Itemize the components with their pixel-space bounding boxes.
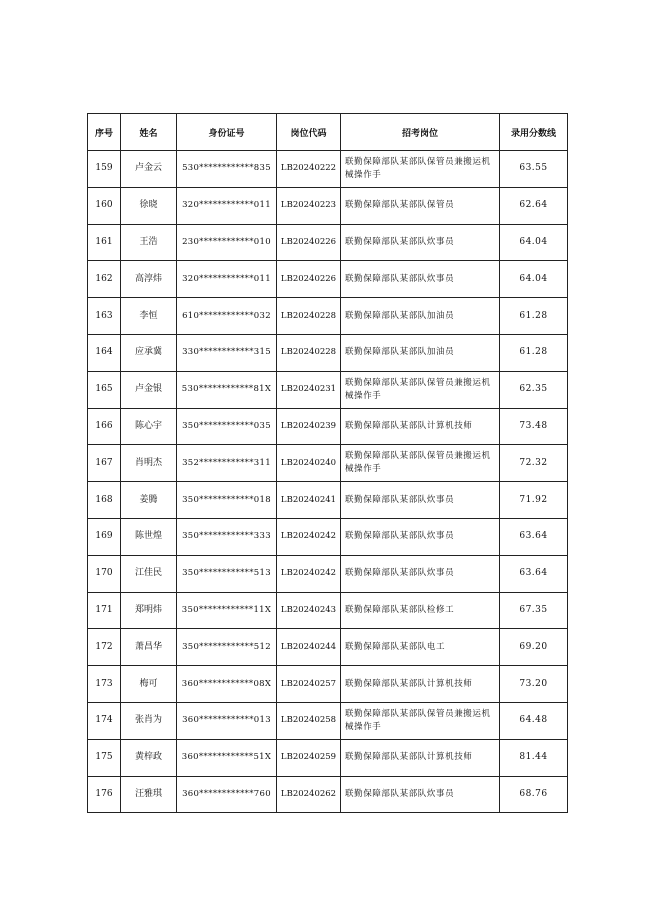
cell-seq: 159 xyxy=(88,151,121,188)
cell-seq: 162 xyxy=(88,261,121,298)
cell-score: 62.64 xyxy=(500,187,568,224)
cell-position-code: LB20240231 xyxy=(277,371,341,408)
cell-position: 联勤保障部队某部队计算机技师 xyxy=(341,408,500,445)
cell-position-code: LB20240257 xyxy=(277,666,341,703)
cell-seq: 166 xyxy=(88,408,121,445)
table-body xyxy=(88,151,568,813)
cell-seq: 164 xyxy=(88,334,121,371)
admission-score-table xyxy=(87,113,568,813)
cell-seq: 171 xyxy=(88,592,121,629)
cell-position-code: LB20240222 xyxy=(277,151,341,188)
cell-score: 63.64 xyxy=(500,555,568,592)
cell-seq: 163 xyxy=(88,298,121,335)
cell-position: 联勤保障部队某部队加油员 xyxy=(341,298,500,335)
cell-position-code: LB20240242 xyxy=(277,555,341,592)
cell-position-code: LB20240242 xyxy=(277,518,341,555)
cell-id-number: 330************315 xyxy=(177,334,277,371)
cell-id-number: 320************011 xyxy=(177,187,277,224)
cell-position-code: LB20240262 xyxy=(277,776,341,813)
cell-position-code: LB20240239 xyxy=(277,408,341,445)
cell-name: 郑明炜 xyxy=(121,592,177,629)
table-row xyxy=(88,592,568,629)
cell-score: 64.04 xyxy=(500,224,568,261)
table-row xyxy=(88,482,568,519)
table-row xyxy=(88,629,568,666)
cell-name: 汪雅琪 xyxy=(121,776,177,813)
cell-name: 陈世煌 xyxy=(121,518,177,555)
cell-name: 陈心宇 xyxy=(121,408,177,445)
cell-score: 68.76 xyxy=(500,776,568,813)
table-row xyxy=(88,371,568,408)
cell-score: 61.28 xyxy=(500,298,568,335)
cell-name: 黄梓政 xyxy=(121,739,177,776)
cell-id-number: 360************51X xyxy=(177,739,277,776)
cell-position-code: LB20240244 xyxy=(277,629,341,666)
table-row xyxy=(88,224,568,261)
cell-position-code: LB20240226 xyxy=(277,261,341,298)
cell-position: 联勤保障部队某部队炊事员 xyxy=(341,776,500,813)
cell-position: 联勤保障部队某部队保管员兼搬运机械操作手 xyxy=(341,702,500,739)
cell-name: 李恒 xyxy=(121,298,177,335)
cell-score: 71.92 xyxy=(500,482,568,519)
cell-position-code: LB20240243 xyxy=(277,592,341,629)
cell-seq: 168 xyxy=(88,482,121,519)
cell-id-number: 360************08X xyxy=(177,666,277,703)
cell-position: 联勤保障部队某部队保管员兼搬运机械操作手 xyxy=(341,445,500,482)
table-row xyxy=(88,776,568,813)
cell-position-code: LB20240241 xyxy=(277,482,341,519)
cell-id-number: 320************011 xyxy=(177,261,277,298)
cell-score: 62.35 xyxy=(500,371,568,408)
cell-id-number: 230************010 xyxy=(177,224,277,261)
cell-position: 联勤保障部队某部队保管员兼搬运机械操作手 xyxy=(341,151,500,188)
cell-seq: 176 xyxy=(88,776,121,813)
cell-score: 64.04 xyxy=(500,261,568,298)
cell-position: 联勤保障部队某部队计算机技师 xyxy=(341,666,500,703)
cell-position-code: LB20240259 xyxy=(277,739,341,776)
cell-name: 肖明杰 xyxy=(121,445,177,482)
cell-name: 梅可 xyxy=(121,666,177,703)
cell-seq: 173 xyxy=(88,666,121,703)
cell-name: 王浩 xyxy=(121,224,177,261)
table-header-row xyxy=(88,114,568,151)
cell-score: 64.48 xyxy=(500,702,568,739)
cell-id-number: 350************333 xyxy=(177,518,277,555)
cell-position-code: LB20240223 xyxy=(277,187,341,224)
table-row xyxy=(88,187,568,224)
header-name: 姓名 xyxy=(121,114,177,151)
cell-seq: 160 xyxy=(88,187,121,224)
cell-name: 徐晓 xyxy=(121,187,177,224)
table-row xyxy=(88,702,568,739)
table-row xyxy=(88,151,568,188)
cell-position-code: LB20240240 xyxy=(277,445,341,482)
table-row xyxy=(88,666,568,703)
cell-score: 69.20 xyxy=(500,629,568,666)
cell-score: 61.28 xyxy=(500,334,568,371)
header-seq: 序号 xyxy=(88,114,121,151)
table-row xyxy=(88,298,568,335)
header-id-number: 身份证号 xyxy=(177,114,277,151)
cell-id-number: 350************11X xyxy=(177,592,277,629)
cell-score: 63.64 xyxy=(500,518,568,555)
table-row xyxy=(88,334,568,371)
cell-score: 81.44 xyxy=(500,739,568,776)
cell-position: 联勤保障部队某部队检修工 xyxy=(341,592,500,629)
cell-position: 联勤保障部队某部队加油员 xyxy=(341,334,500,371)
cell-position-code: LB20240228 xyxy=(277,334,341,371)
cell-score: 72.32 xyxy=(500,445,568,482)
cell-id-number: 610************032 xyxy=(177,298,277,335)
cell-seq: 175 xyxy=(88,739,121,776)
cell-position: 联勤保障部队某部队炊事员 xyxy=(341,261,500,298)
cell-position-code: LB20240258 xyxy=(277,702,341,739)
cell-id-number: 530************835 xyxy=(177,151,277,188)
cell-id-number: 350************513 xyxy=(177,555,277,592)
cell-position: 联勤保障部队某部队计算机技师 xyxy=(341,739,500,776)
cell-seq: 172 xyxy=(88,629,121,666)
cell-name: 萧昌华 xyxy=(121,629,177,666)
table-row xyxy=(88,555,568,592)
header-score: 录用分数线 xyxy=(500,114,568,151)
cell-seq: 165 xyxy=(88,371,121,408)
cell-name: 应承冀 xyxy=(121,334,177,371)
cell-name: 姜腾 xyxy=(121,482,177,519)
cell-position-code: LB20240228 xyxy=(277,298,341,335)
cell-name: 高淳炜 xyxy=(121,261,177,298)
table-row xyxy=(88,261,568,298)
cell-position: 联勤保障部队某部队炊事员 xyxy=(341,224,500,261)
table-row xyxy=(88,445,568,482)
cell-id-number: 352************311 xyxy=(177,445,277,482)
cell-seq: 170 xyxy=(88,555,121,592)
cell-id-number: 350************018 xyxy=(177,482,277,519)
cell-position: 联勤保障部队某部队保管员兼搬运机械操作手 xyxy=(341,371,500,408)
cell-name: 张肖为 xyxy=(121,702,177,739)
cell-id-number: 350************035 xyxy=(177,408,277,445)
cell-name: 卢金云 xyxy=(121,151,177,188)
cell-seq: 167 xyxy=(88,445,121,482)
cell-score: 63.55 xyxy=(500,151,568,188)
cell-name: 卢金银 xyxy=(121,371,177,408)
cell-position: 联勤保障部队某部队炊事员 xyxy=(341,482,500,519)
table-row xyxy=(88,739,568,776)
cell-position: 联勤保障部队某部队炊事员 xyxy=(341,518,500,555)
table-row xyxy=(88,408,568,445)
cell-position: 联勤保障部队某部队电工 xyxy=(341,629,500,666)
cell-position: 联勤保障部队某部队炊事员 xyxy=(341,555,500,592)
cell-position-code: LB20240226 xyxy=(277,224,341,261)
header-position: 招考岗位 xyxy=(341,114,500,151)
cell-seq: 174 xyxy=(88,702,121,739)
cell-seq: 161 xyxy=(88,224,121,261)
cell-id-number: 360************760 xyxy=(177,776,277,813)
cell-seq: 169 xyxy=(88,518,121,555)
cell-score: 67.35 xyxy=(500,592,568,629)
header-position-code: 岗位代码 xyxy=(277,114,341,151)
cell-position: 联勤保障部队某部队保管员 xyxy=(341,187,500,224)
table-row xyxy=(88,518,568,555)
cell-score: 73.20 xyxy=(500,666,568,703)
cell-id-number: 530************81X xyxy=(177,371,277,408)
cell-score: 73.48 xyxy=(500,408,568,445)
cell-id-number: 350************512 xyxy=(177,629,277,666)
cell-id-number: 360************013 xyxy=(177,702,277,739)
cell-name: 江佳民 xyxy=(121,555,177,592)
